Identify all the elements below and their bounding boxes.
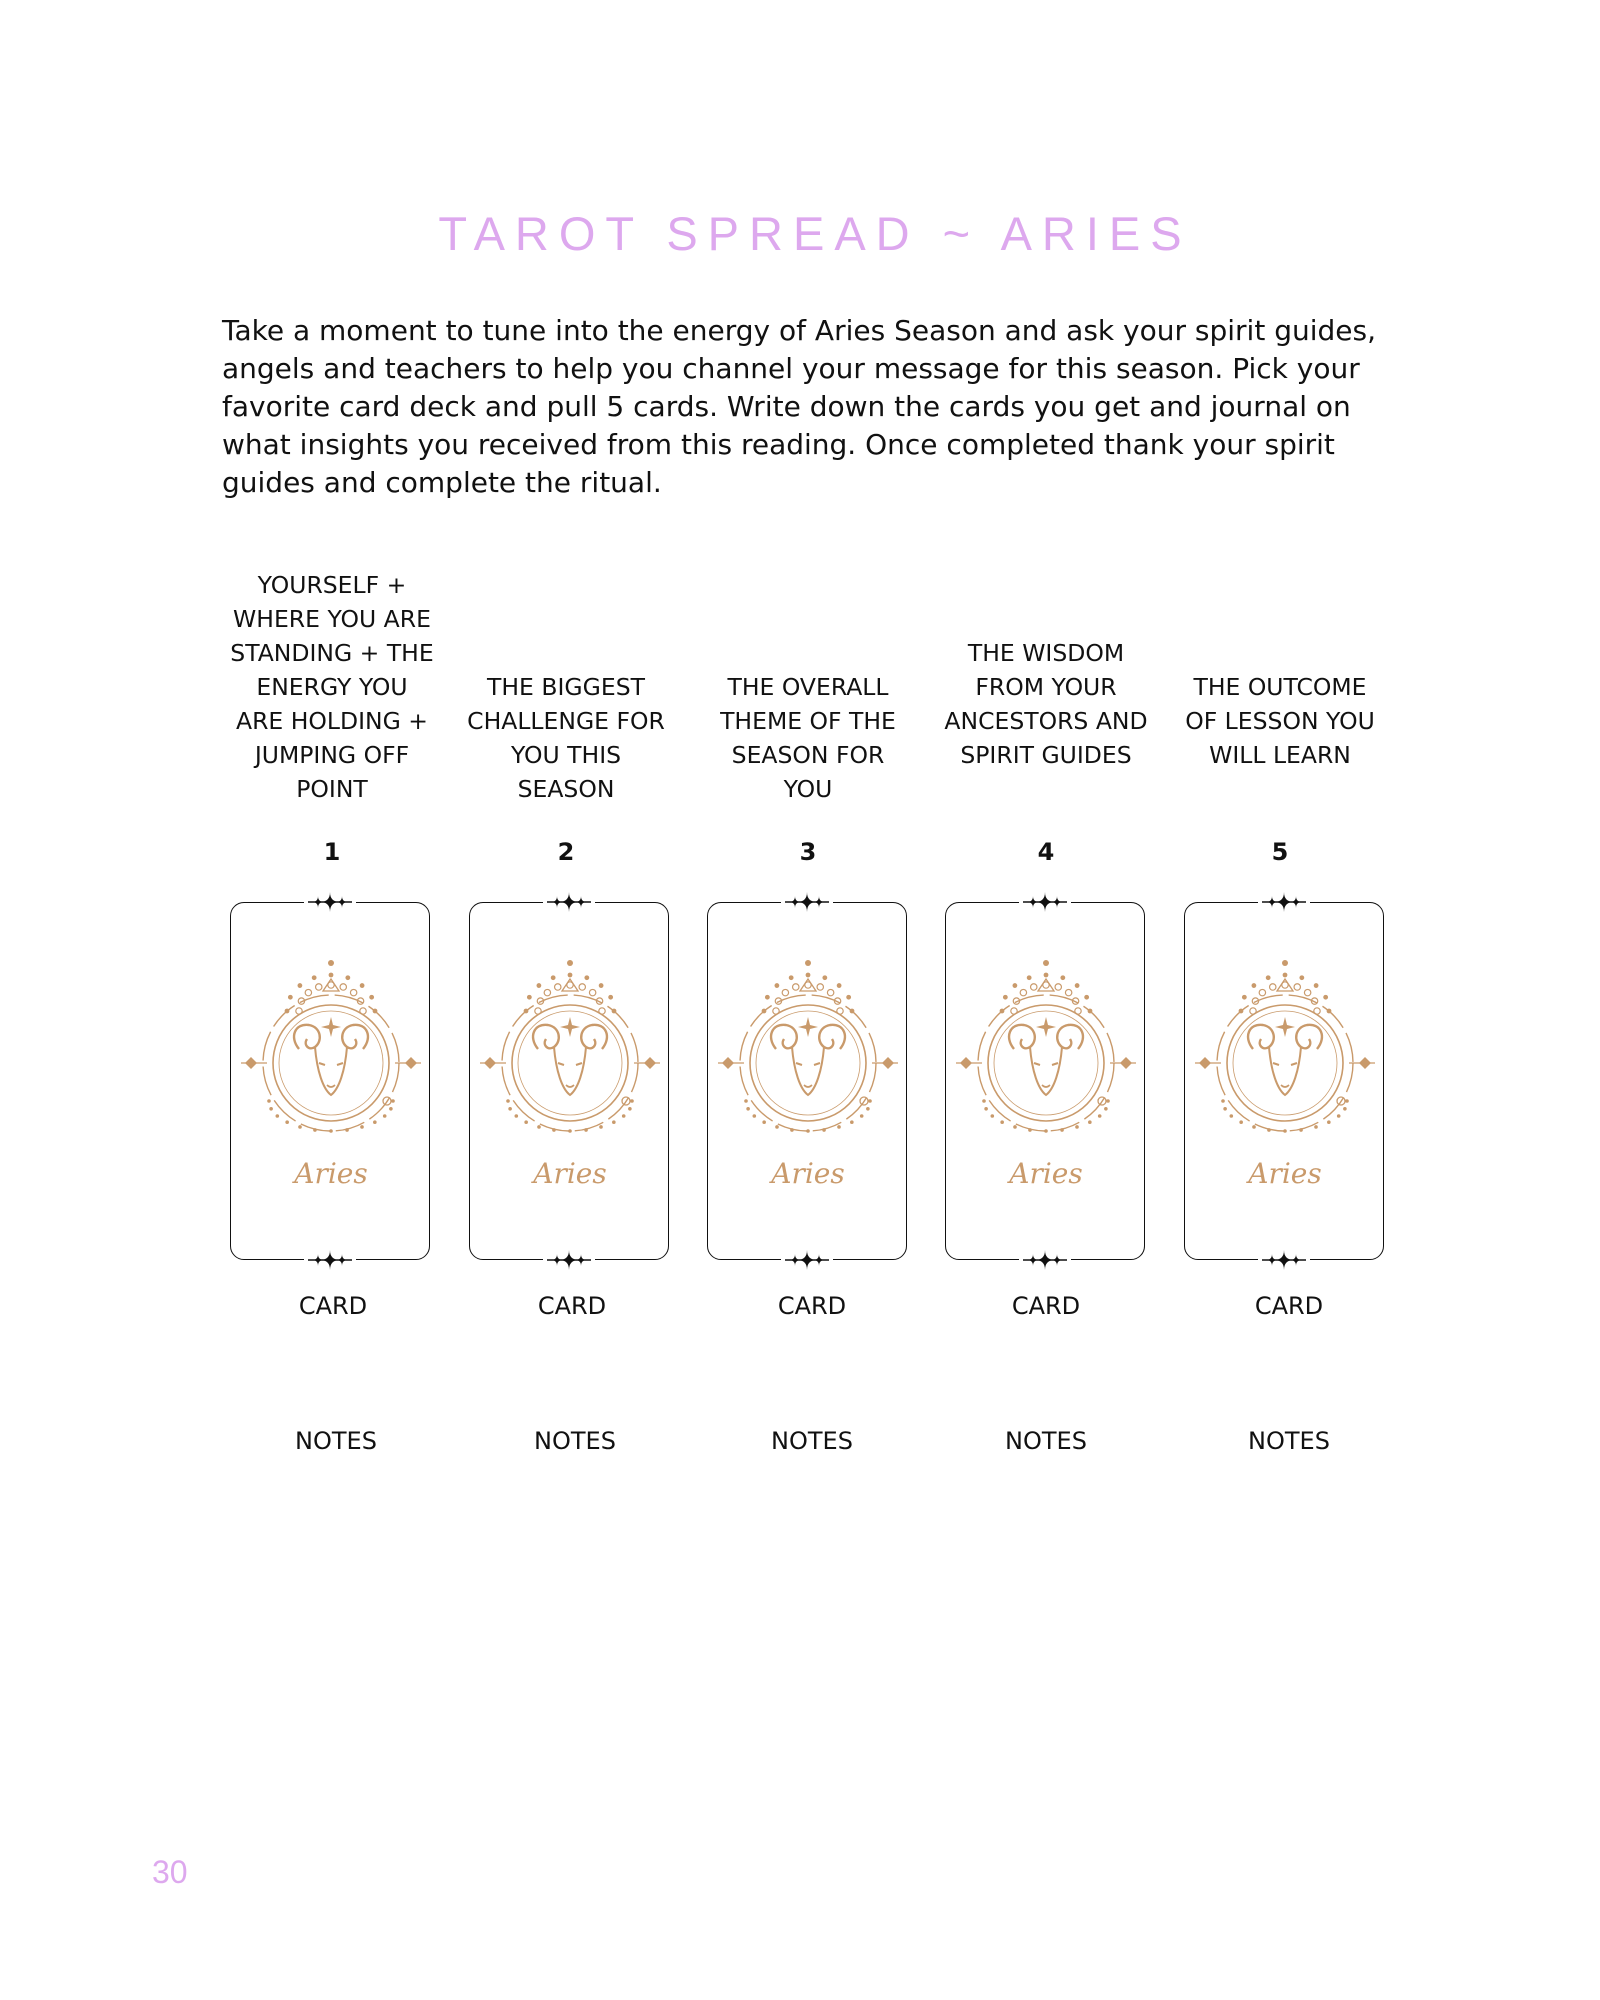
notes-caption-5: NOTES (1248, 1427, 1330, 1455)
position-number-4: 4 (1037, 838, 1055, 866)
notes-caption-3: NOTES (771, 1427, 853, 1455)
tarot-card-slot-4 (945, 902, 1145, 1260)
intro-paragraph: Take a moment to tune into the energy of Aries Season and ask your spirit guides, angels and teachers to help you channel your message for this season. Pick your favorite card deck and pull 5 cards. Write down the cards you get and journal on what insights you received from this reading. Once completed thank your spirit guides and complete the ritual. (222, 314, 1376, 499)
card-caption-4: CARD (1011, 1292, 1081, 1320)
tarot-card-slot-5 (1184, 902, 1384, 1260)
notes-caption-1: NOTES (295, 1427, 377, 1455)
svg-text:Aries: Aries (1009, 1157, 1083, 1190)
sparkle-icon (543, 891, 595, 913)
svg-text:Aries: Aries (294, 1157, 368, 1190)
position-label-4: THE WISDOM FROM YOUR ANCESTORS AND SPIRIT GUIDES (944, 639, 1148, 769)
card-caption-2: CARD (537, 1292, 607, 1320)
card-caption-5: CARD (1254, 1292, 1324, 1320)
sparkle-icon (1019, 891, 1071, 913)
sparkle-icon (1258, 1249, 1310, 1271)
aries-ram-emblem-icon (476, 951, 664, 1201)
notes-caption-2: NOTES (534, 1427, 616, 1455)
tarot-card-slot-2 (469, 902, 669, 1260)
page-title: TAROT SPREAD ~ ARIES (438, 207, 1192, 260)
sparkle-icon (781, 891, 833, 913)
card-caption-3: CARD (777, 1292, 847, 1320)
position-number-1: 1 (323, 838, 341, 866)
position-label-2: THE BIGGEST CHALLENGE FOR YOU THIS SEASON (467, 673, 665, 803)
aries-ram-emblem-icon (714, 951, 902, 1201)
tarot-card-slot-1 (230, 902, 430, 1260)
card-caption-1: CARD (298, 1292, 368, 1320)
sparkle-icon (1019, 1249, 1071, 1271)
sparkle-icon (543, 1249, 595, 1271)
sparkle-icon (304, 1249, 356, 1271)
position-number-3: 3 (799, 838, 817, 866)
aries-ram-emblem-icon (237, 951, 425, 1201)
sparkle-icon (304, 891, 356, 913)
svg-text:Aries: Aries (533, 1157, 607, 1190)
aries-ram-emblem-icon (1191, 951, 1379, 1201)
position-number-2: 2 (557, 838, 575, 866)
position-label-5: THE OUTCOME OF LESSON YOU WILL LEARN (1185, 673, 1375, 769)
svg-text:Aries: Aries (1248, 1157, 1322, 1190)
position-number-5: 5 (1271, 838, 1289, 866)
sparkle-icon (1258, 891, 1310, 913)
notes-caption-4: NOTES (1005, 1427, 1087, 1455)
position-label-1: YOURSELF + WHERE YOU ARE STANDING + THE ENERGY YOU ARE HOLDING + JUMPING OFF POINT (230, 571, 434, 803)
tarot-card-slot-3 (707, 902, 907, 1260)
position-label-3: THE OVERALL THEME OF THE SEASON FOR YOU (720, 673, 896, 803)
aries-ram-emblem-icon (952, 951, 1140, 1201)
svg-text:Aries: Aries (771, 1157, 845, 1190)
page-number: 30 (152, 1854, 188, 1890)
sparkle-icon (781, 1249, 833, 1271)
